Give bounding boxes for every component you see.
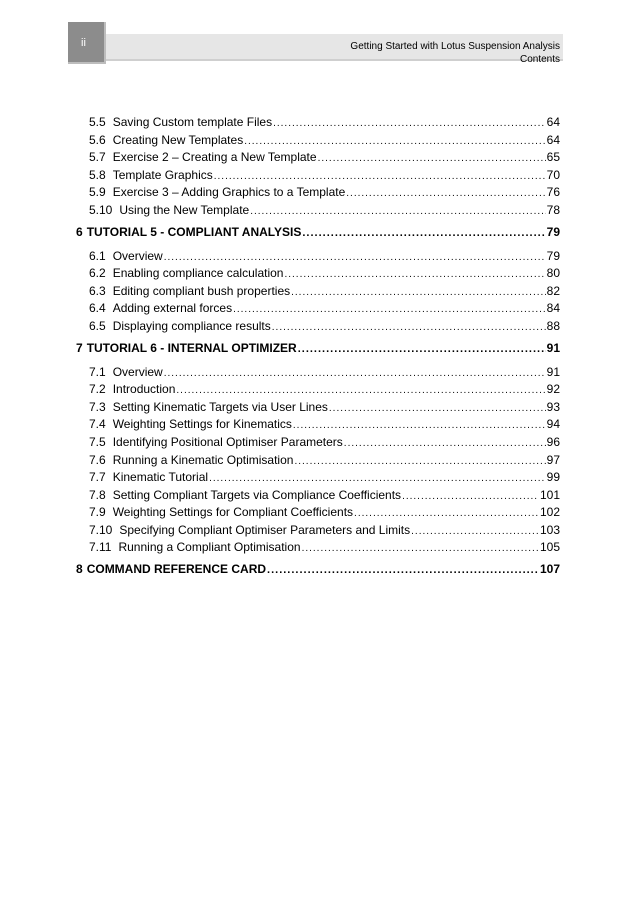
toc-entry-page: 79 — [546, 248, 560, 263]
toc-entry-page: 99 — [546, 470, 560, 485]
toc-chapter-entry[interactable] — [76, 222, 560, 242]
toc-section-entry[interactable] — [76, 452, 560, 470]
toc-entry-number: 5.10 — [89, 202, 113, 217]
toc-entry-page: 64 — [546, 115, 560, 129]
dot-leader — [244, 133, 545, 151]
toc-section-entry[interactable] — [76, 504, 560, 522]
dot-leader — [298, 339, 546, 359]
toc-entry-page: 91 — [546, 340, 560, 355]
toc-section-entry[interactable] — [76, 132, 560, 150]
toc-entry-title: Introduction — [112, 382, 176, 397]
toc-entry-number: 7.2 — [89, 382, 106, 397]
toc-entry-number: 5.6 — [89, 132, 106, 147]
toc-section-entry[interactable] — [76, 248, 560, 266]
toc-section-entry[interactable] — [76, 149, 560, 167]
toc-entry-number: 5.8 — [89, 167, 106, 182]
toc-entry-title: Enabling compliance calculation — [112, 266, 284, 281]
toc-entry-title: Adding external forces — [112, 301, 233, 316]
toc-entry-number: 7.6 — [89, 452, 106, 467]
dot-leader — [284, 266, 545, 284]
toc-entry-title: Saving Custom template Files — [112, 115, 273, 129]
dot-leader — [302, 223, 545, 243]
dot-leader — [214, 168, 546, 186]
toc-entry-page: 64 — [546, 132, 560, 147]
dot-leader — [318, 150, 546, 168]
dot-leader — [209, 470, 546, 488]
dot-leader — [344, 435, 546, 453]
toc-entry-title: Weighting Settings for Compliant Coefficients — [112, 505, 354, 520]
toc-entry-title: Exercise 3 – Adding Graphics to a Template — [112, 185, 346, 200]
toc-entry-page: 80 — [546, 266, 560, 281]
toc-section-entry[interactable] — [76, 184, 560, 202]
toc-entry-number: 6.5 — [89, 318, 106, 333]
toc-entry-page: 79 — [546, 224, 560, 239]
dot-leader — [411, 523, 539, 541]
toc-entry-page: 96 — [546, 434, 560, 449]
page-number-tab — [68, 22, 106, 64]
page-header — [68, 22, 563, 66]
toc-entry-number: 5.7 — [89, 150, 106, 165]
toc-entry-page: 94 — [546, 417, 560, 432]
toc-entry-title: Kinematic Tutorial — [112, 470, 209, 485]
page-number: ii — [81, 37, 86, 49]
toc-entry-title: Exercise 2 – Creating a New Template — [112, 150, 317, 165]
toc-entry-page: 92 — [546, 382, 560, 397]
toc-entry-page: 102 — [539, 505, 560, 520]
toc-entry-page: 107 — [539, 562, 560, 577]
dot-leader — [272, 319, 546, 337]
toc-entry-page: 82 — [546, 283, 560, 298]
dot-leader — [291, 284, 546, 302]
toc-section-entry[interactable] — [76, 522, 560, 540]
toc-section-entry[interactable] — [76, 381, 560, 399]
toc-entry-page: 78 — [546, 202, 560, 217]
toc-entry-title: Template Graphics — [112, 167, 213, 182]
toc-entry-number: 7 — [76, 340, 83, 355]
toc-entry-title: TUTORIAL 6 - INTERNAL OPTIMIZER — [86, 340, 297, 355]
dot-leader — [329, 400, 546, 418]
toc-entry-number: 5.5 — [89, 115, 106, 129]
toc-entry-number: 7.11 — [89, 540, 112, 555]
toc-entry-title: Setting Kinematic Targets via User Lines — [112, 399, 328, 414]
table-of-contents — [76, 114, 560, 585]
toc-entry-number: 6.3 — [89, 283, 106, 298]
toc-entry-number: 6.4 — [89, 301, 106, 316]
toc-entry-page: 101 — [539, 487, 560, 502]
dot-leader — [273, 115, 546, 133]
toc-entry-title: Overview — [112, 248, 163, 263]
toc-section-entry[interactable] — [76, 539, 560, 557]
toc-section-entry[interactable] — [76, 265, 560, 283]
toc-entry-number: 7.4 — [89, 417, 106, 432]
toc-entry-title: Setting Compliant Targets via Compliance Coefficients — [112, 487, 402, 502]
dot-leader — [293, 417, 546, 435]
toc-entry-number: 6.2 — [89, 266, 106, 281]
toc-entry-page: 84 — [546, 301, 560, 316]
toc-entry-title: Creating New Templates — [112, 132, 244, 147]
toc-entry-page: 103 — [539, 522, 560, 537]
toc-section-entry[interactable] — [76, 399, 560, 417]
dot-leader — [346, 185, 545, 203]
toc-entry-title: Running a Compliant Optimisation — [118, 540, 301, 555]
toc-section-entry[interactable] — [76, 167, 560, 185]
dot-leader — [164, 249, 546, 267]
dot-leader — [402, 488, 539, 506]
toc-entry-title: Overview — [112, 364, 163, 379]
dot-leader — [354, 505, 539, 523]
document-title: Getting Started with Lotus Suspension Analysis — [350, 41, 560, 52]
toc-entry-page: 93 — [546, 399, 560, 414]
toc-entry-title: Running a Kinematic Optimisation — [112, 452, 294, 467]
dot-leader — [164, 365, 546, 383]
dot-leader — [294, 453, 545, 471]
toc-entry-number: 6.1 — [89, 248, 106, 263]
toc-entry-title: Weighting Settings for Kinematics — [112, 417, 292, 432]
dot-leader — [267, 560, 539, 580]
toc-entry-page: 76 — [546, 185, 560, 200]
toc-section-entry[interactable] — [76, 487, 560, 505]
toc-entry-page: 88 — [546, 318, 560, 333]
dot-leader — [250, 203, 545, 221]
dot-leader — [176, 382, 545, 400]
toc-entry-title: TUTORIAL 5 - COMPLIANT ANALYSIS — [86, 224, 302, 239]
toc-entry-title: Identifying Positional Optimiser Parameters — [112, 434, 343, 449]
toc-section-entry[interactable] — [76, 469, 560, 487]
toc-entry-title: Displaying compliance results — [112, 318, 271, 333]
toc-entry-title: Using the New Template — [119, 202, 250, 217]
toc-entry-number: 7.7 — [89, 470, 106, 485]
toc-entry-number: 7.3 — [89, 399, 106, 414]
toc-entry-page: 105 — [539, 540, 560, 555]
toc-entry-number: 5.9 — [89, 185, 106, 200]
toc-section-entry[interactable] — [76, 434, 560, 452]
dot-leader — [233, 301, 546, 319]
toc-entry-number: 7.10 — [89, 522, 113, 537]
toc-entry-page: 70 — [546, 167, 560, 182]
toc-section-entry[interactable] — [76, 318, 560, 336]
section-name: Contents — [519, 54, 560, 65]
toc-entry-title: Editing compliant bush properties — [112, 283, 291, 298]
toc-section-entry[interactable] — [76, 364, 560, 382]
toc-entry-page: 97 — [546, 452, 560, 467]
toc-entry-number: 7.9 — [89, 505, 106, 520]
toc-section-entry[interactable] — [76, 114, 560, 132]
toc-entry-number: 6 — [76, 224, 83, 239]
toc-entry-title: COMMAND REFERENCE CARD — [86, 562, 267, 577]
toc-section-entry[interactable] — [76, 416, 560, 434]
toc-chapter-entry[interactable] — [76, 559, 560, 579]
toc-entry-number: 7.5 — [89, 434, 106, 449]
toc-entry-page: 91 — [546, 364, 560, 379]
toc-entry-number: 8 — [76, 562, 83, 577]
toc-entry-number: 7.1 — [89, 364, 106, 379]
toc-chapter-entry[interactable] — [76, 338, 560, 358]
header-text — [350, 40, 560, 66]
toc-entry-title: Specifying Compliant Optimiser Parameters and Limits — [119, 522, 411, 537]
toc-entry-page: 65 — [546, 150, 560, 165]
toc-entry-number: 7.8 — [89, 487, 106, 502]
toc-section-entry[interactable] — [76, 202, 560, 220]
toc-section-entry[interactable] — [76, 300, 560, 318]
dot-leader — [302, 540, 539, 558]
toc-section-entry[interactable] — [76, 283, 560, 301]
